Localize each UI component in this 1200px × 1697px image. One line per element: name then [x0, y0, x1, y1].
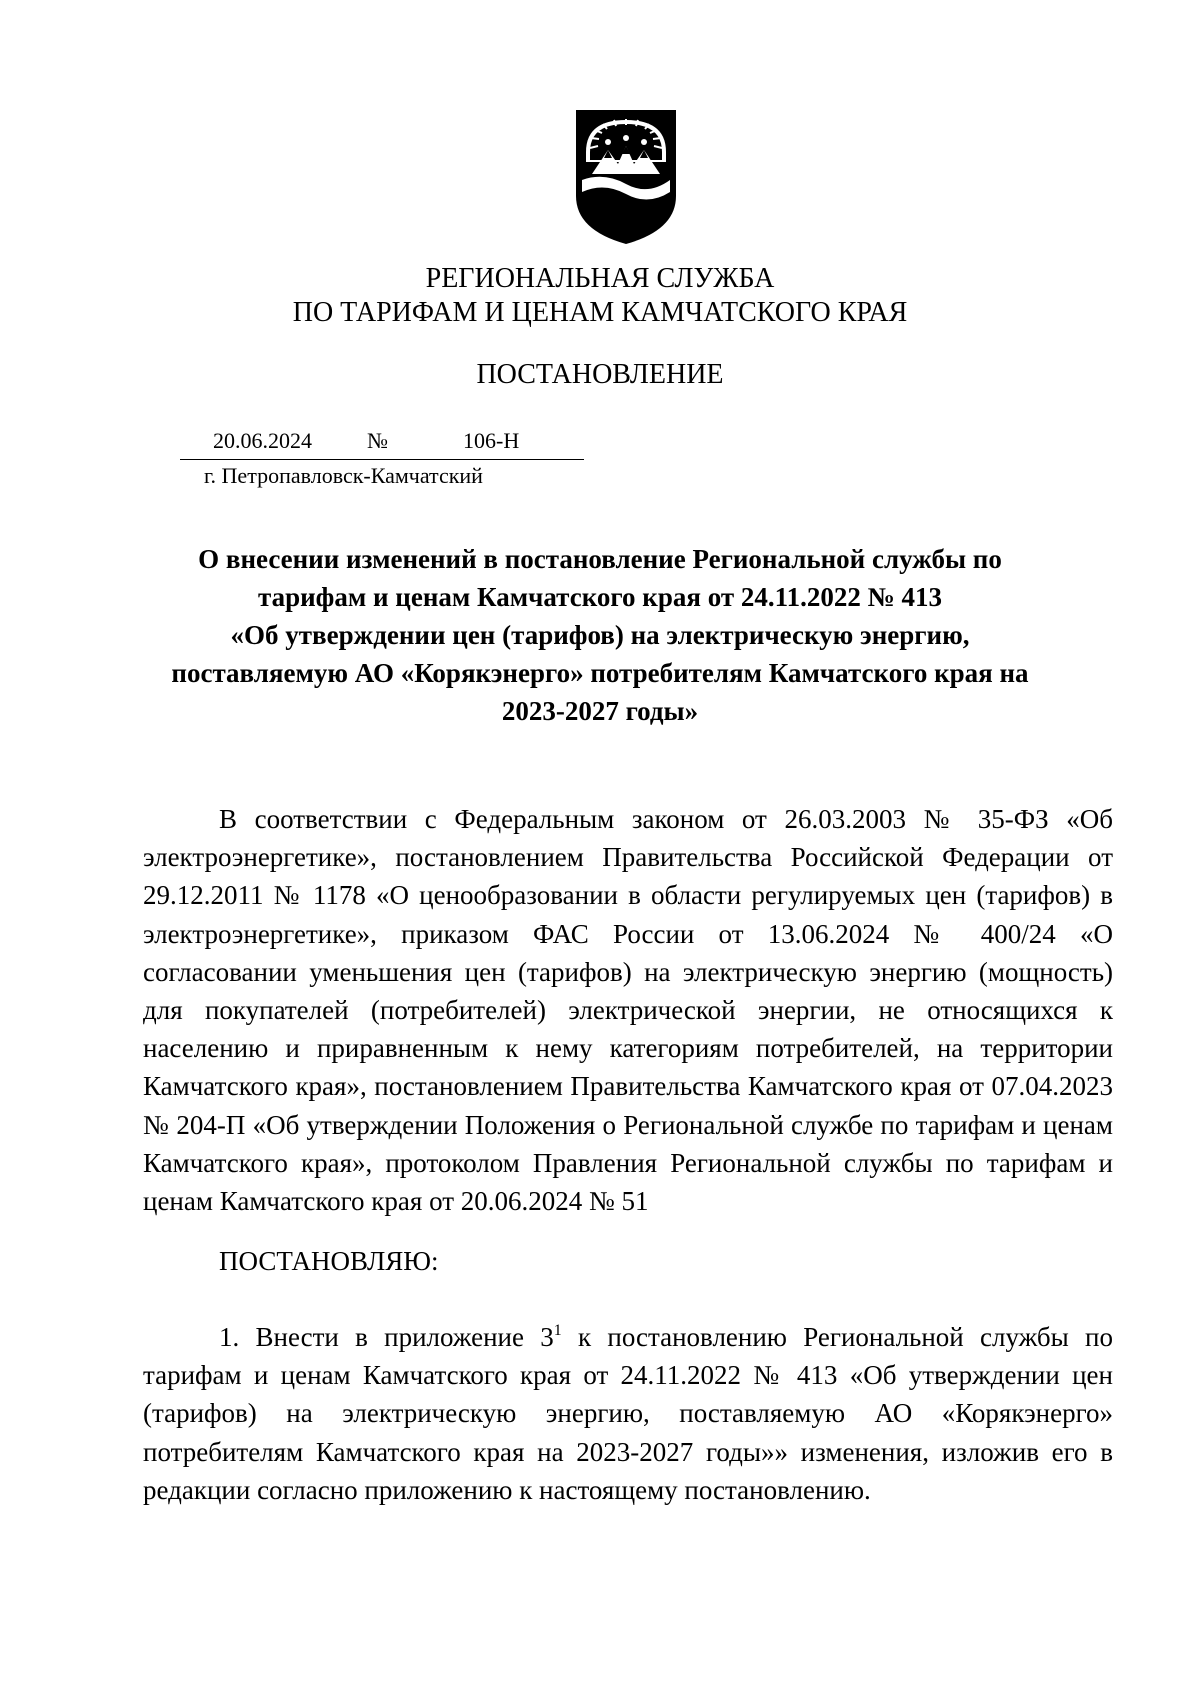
organization-name-line2: ПО ТАРИФАМ И ЦЕНАМ КАМЧАТСКОГО КРАЯ — [292, 297, 908, 328]
heading-line: О внесении изменений в постановление Региональной службы по — [198, 544, 1002, 574]
organization-name-line1: РЕГИОНАЛЬНАЯ СЛУЖБА — [425, 263, 775, 294]
decree-word: ПОСТАНОВЛЯЮ: — [219, 1246, 439, 1276]
document-meta — [180, 428, 584, 460]
organization-name — [0, 262, 1200, 330]
heading-line: 2023-2027 годы» — [501, 696, 699, 726]
heading-line: тарифам и ценам Камчатского края от 24.11.2022 № 413 — [257, 582, 943, 612]
heading-line: «Об утверждении цен (тарифов) на электрическую энергию, — [230, 620, 970, 650]
document-type: ПОСТАНОВЛЕНИЕ — [476, 359, 724, 390]
heading-line: поставляемую АО «Корякэнерго» потребителям Камчатского края на — [171, 658, 1029, 688]
document-date: 20.06.2024 — [213, 428, 312, 453]
item-1-superscript: 1 — [553, 1322, 562, 1339]
kamchatka-coat-of-arms-icon — [574, 108, 678, 246]
item-1-text-end: к постановлению Региональной службы по тарифам и ценам Камчатского края от 24.11.2022 № 413 «Об утверждении цен (тарифов) на электрическую энергию, поставляемую АО «Корякэнерго» потребителям Камчатского края на 2023-2027 годы»» изменения, изложив его в редакции согласно приложению к настоящему постановлению. — [143, 1322, 1113, 1505]
item-1-text-start: 1. Внести в приложение 3 — [219, 1322, 554, 1352]
meta-underline — [180, 459, 584, 460]
number-sign: № — [367, 428, 388, 453]
document-city: г. Петропавловск-Камчатский — [204, 463, 483, 488]
document-heading — [150, 540, 1050, 730]
document-number: 106-Н — [463, 428, 520, 453]
item-1-paragraph — [143, 1318, 1113, 1509]
preamble-paragraph: В соответствии с Федеральным законом от 26.03.2003 № 35-ФЗ «Об электроэнергетике», постановлением Правительства Российской Федерации от 29.12.2011 № 1178 «О ценообразовании в области регулируемых цен (тарифов) в электроэнергетике», приказом ФАС России от 13.06.2024 № 400/24 «О согласовании уменьшения цен (тарифов) на электрическую энергию (мощность) для покупателей (потребителей) электрической энергии, не относящихся к населению и приравненным к нему категориям потребителей, на территории Камчатского края», постановлением Правительства Камчатского края от 07.04.2023 № 204-П «Об утверждении Положения о Региональной службе по тарифам и ценам Камчатского края», протоколом Правления Региональной службы по тарифам и ценам Камчатского края от 20.06.2024 № 51 — [143, 804, 1113, 1217]
